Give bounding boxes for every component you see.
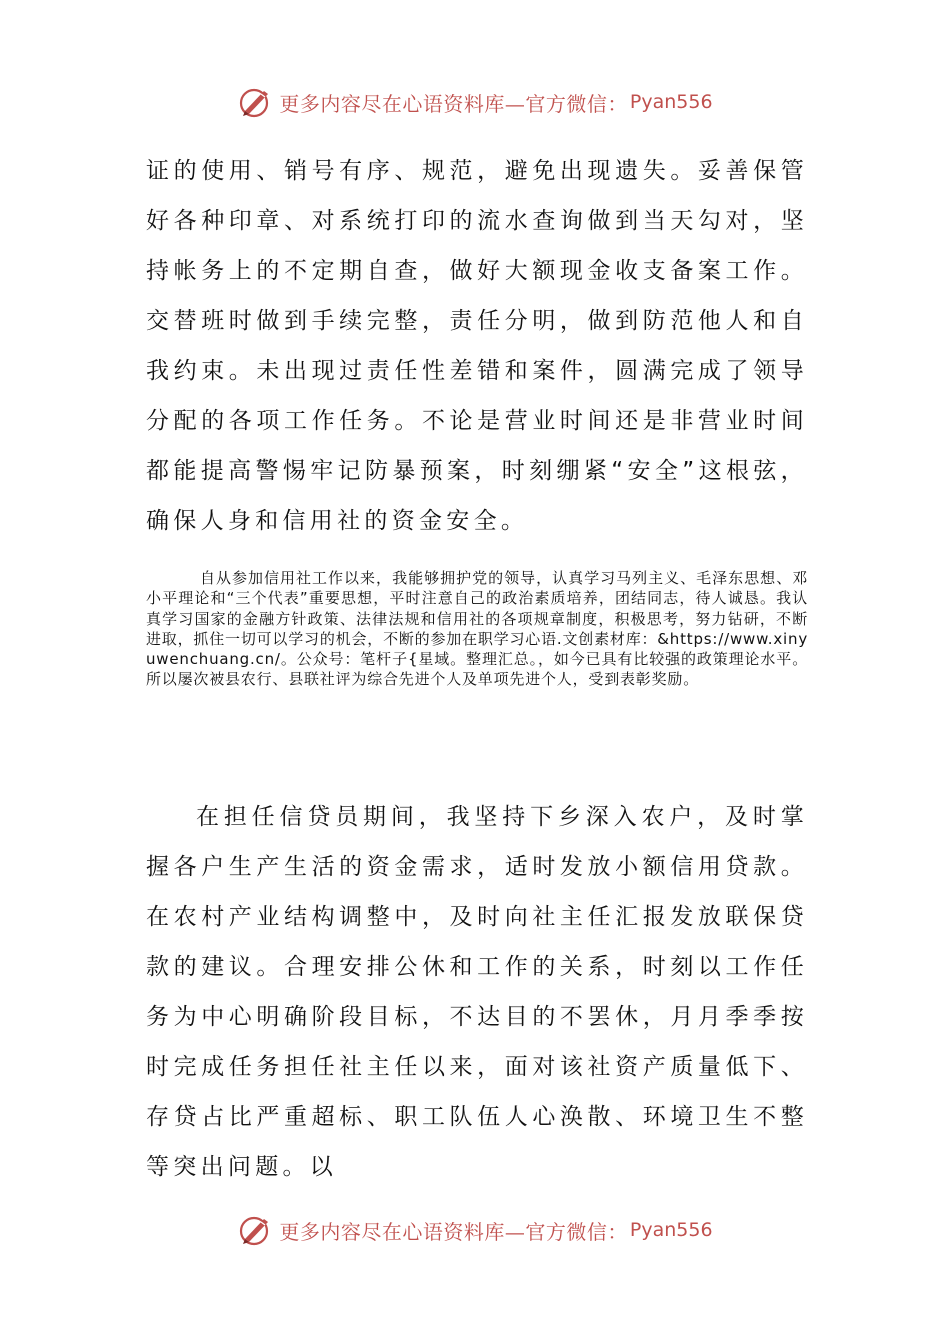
pen-logo-icon — [237, 84, 273, 120]
banner-text: 更多内容尽在心语资料库—官方微信： — [279, 91, 628, 116]
wechat-id: Pyan556 — [629, 91, 713, 113]
footer-banner — [0, 1208, 950, 1252]
paragraph-1: 证的使用、销号有序、规范，避免出现遗失。妥善保管好各种印章、对系统打印的流水查询做到当天勾对，坚持帐务上的不定期自查，做好大额现金收支备案工作。交替班时做到手续完整，责任分明，做到防范他人和自我约束。未出现过责任性差错和案件，圆满完成了领导分配的各项工作任务。不论是营业时间还是非营业时间都能提高警惕牢记防暴预案，时刻绷紧“安全”这根弦，确保人身和信用社的资金安全。 — [146, 158, 808, 534]
paragraph-2: 自从参加信用社工作以来，我能够拥护党的领导，认真学习马列主义、毛泽东思想、邓小平理论和“三个代表”重要思想，平时注意自己的政治素质培养，团结同志，待人诚恳。我认真学习国家的金融方针政策、法律法规和信用社的各项规章制度，积极思考，努力钻研，不断进取，抓住一切可以学习的机会，不断的参加在职学习心语.文创素材库：&https://www.xinyuwenchuang.cn/。公众号：笔杆子{星域。整理汇总。，如今已具有比较强的政策理论水平。所以屡次被县农行、县联社评为综合先进个人及单项先进个人，受到表彰奖励。 — [146, 569, 808, 689]
pen-logo-icon — [237, 1212, 273, 1248]
paragraph-3: 在担任信贷员期间，我坚持下乡深入农户，及时掌握各户生产生活的资金需求，适时发放小额信用贷款。在农村产业结构调整中，及时向社主任汇报发放联保贷款的建议。合理安排公休和工作的关系，时刻以工作任务为中心明确阶段目标，不达目的不罢休，月月季季按时完成任务担任社主任以来，面对该社资产质量低下、存贷占比严重超标、职工队伍人心涣散、环境卫生不整等突出问题。以 — [146, 804, 808, 1180]
banner-text: 更多内容尽在心语资料库—官方微信： — [279, 1219, 628, 1244]
wechat-id: Pyan556 — [629, 1219, 713, 1241]
header-banner — [0, 80, 950, 124]
